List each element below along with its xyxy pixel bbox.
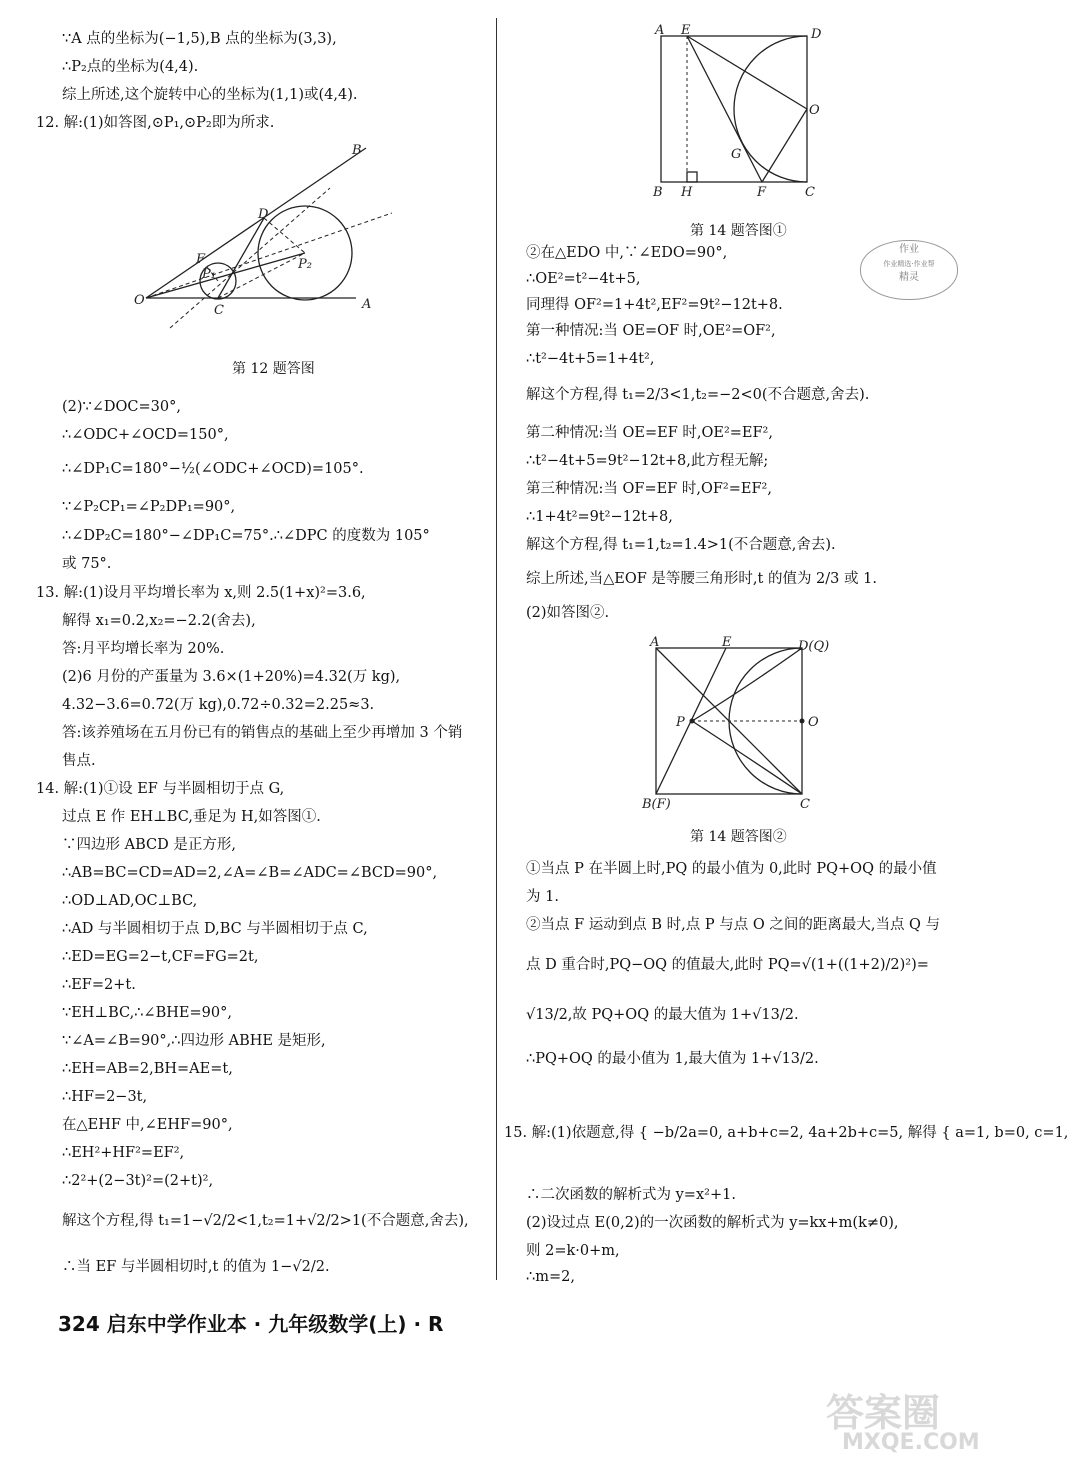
left-line: ∵A 点的坐标为(−1,5),B 点的坐标为(3,3),	[62, 31, 337, 47]
left-line: 解得 x₁=0.2,x₂=−2.2(舍去),	[62, 613, 256, 629]
right-line: 点 D 重合时,PQ−OQ 的值最大,此时 PQ=√(1+((1+2)/2)²)=	[526, 957, 929, 973]
semicircle	[734, 36, 807, 182]
right-line: 15. 解:(1)依题意,得 { −b/2a=0, a+b+c=2, 4a+2b+c=5, 解得 { a=1, b=0, c=1,	[504, 1125, 1068, 1141]
left-line: (2)∵∠DOC=30°,	[62, 399, 181, 415]
left-line: 4.32−3.6=0.72(万 kg),0.72÷0.32=2.25≈3.	[62, 697, 375, 713]
left-line: ∴当 EF 与半圆相切时,t 的值为 1−√2/2.	[62, 1259, 330, 1275]
seg-DP2	[264, 218, 305, 253]
curve-PC	[692, 721, 802, 794]
right-line: 为 1.	[526, 889, 559, 905]
fig14b-label: E	[722, 635, 732, 650]
line-OF	[762, 109, 807, 182]
right-line: ∴t²−4t+5=1+4t²,	[526, 351, 655, 367]
right-line: 解这个方程,得 t₁=1,t₂=1.4>1(不合题意,舍去).	[526, 537, 836, 553]
figure-12-caption: 第 12 题答图	[232, 361, 315, 377]
fig12-label: O	[134, 293, 145, 308]
right-line: (2)如答图②.	[526, 605, 610, 621]
fig14a-label: G	[731, 147, 742, 162]
fig14a-label: F	[757, 185, 767, 200]
fig14a-label: B	[653, 185, 663, 200]
figure-14-1-caption: 第 14 题答图①	[690, 223, 787, 239]
right-line: √13/2,故 PQ+OQ 的最大值为 1+√13/2.	[526, 1007, 799, 1023]
line-EO	[687, 36, 807, 109]
fig14a-label: O	[809, 103, 820, 118]
left-line: ∴EF=2+t.	[62, 977, 136, 993]
right-line: 解这个方程,得 t₁=2/3<1,t₂=−2<0(不合题意,舍去).	[526, 387, 870, 403]
column-divider	[496, 18, 497, 1280]
right-line: 则 2=k·0+m,	[526, 1243, 620, 1259]
bisector-1	[146, 213, 392, 298]
left-line: 解这个方程,得 t₁=1−√2/2<1,t₂=1+√2/2>1(不合题意,舍去),	[62, 1213, 469, 1229]
line-DC	[218, 218, 264, 298]
right-line: ∴二次函数的解析式为 y=x²+1.	[526, 1187, 736, 1203]
right-line: 第二种情况:当 OE=EF 时,OE²=EF²,	[526, 425, 773, 441]
left-line: ∴AB=BC=CD=AD=2,∠A=∠B=∠ADC=∠BCD=90°,	[62, 865, 438, 881]
figure-14-2	[640, 632, 840, 812]
left-line: ∴P₂点的坐标为(4,4).	[62, 59, 199, 75]
left-line: ∴HF=2−3t,	[62, 1089, 148, 1105]
fig14a-label: E	[681, 23, 691, 38]
left-line: ∴2²+(2−3t)²=(2+t)²,	[62, 1173, 214, 1189]
left-line: ∵∠A=∠B=90°,∴四边形 ABHE 是矩形,	[62, 1033, 326, 1049]
left-line: ∴AD 与半圆相切于点 D,BC 与半圆相切于点 C,	[62, 921, 368, 937]
left-line: ∴EH²+HF²=EF²,	[62, 1145, 185, 1161]
point-O	[800, 719, 805, 724]
left-line: 13. 解:(1)设月平均增长率为 x,则 2.5(1+x)²=3.6,	[36, 585, 366, 601]
stamp: 作业 作业精选·作业帮 精灵	[860, 240, 958, 300]
figure-12	[130, 138, 400, 338]
left-line: ∵四边形 ABCD 是正方形,	[62, 837, 236, 853]
fig14b-label: A	[650, 635, 660, 650]
fig14b-label: P	[676, 715, 685, 730]
right-line: 同理得 OF²=1+4t²,EF²=9t²−12t+8.	[526, 297, 783, 313]
left-line: 或 75°.	[62, 556, 112, 572]
right-line: ∴m=2,	[526, 1269, 575, 1285]
page-footer: 324 启东中学作业本 · 九年级数学(上) · R	[58, 1312, 444, 1336]
right-line: (2)设过点 E(0,2)的一次函数的解析式为 y=kx+m(k≠0),	[526, 1215, 899, 1231]
left-line: ∴ED=EG=2−t,CF=FG=2t,	[62, 949, 259, 965]
right-line: ①当点 P 在半圆上时,PQ 的最小值为 0,此时 PQ+OQ 的最小值	[526, 861, 937, 877]
right-line: 第三种情况:当 OF=EF 时,OF²=EF²,	[526, 481, 772, 497]
fig14a-label: D	[811, 27, 822, 42]
fig14b-label: O	[808, 715, 819, 730]
watermark-logo: 答案圈	[826, 1391, 941, 1435]
left-line: 售点.	[62, 753, 96, 769]
line-EF	[687, 36, 762, 182]
point-P	[690, 719, 695, 724]
fig12-label: C	[214, 303, 224, 318]
fig12-label: A	[362, 297, 372, 312]
left-line: 14. 解:(1)①设 EF 与半圆相切于点 G,	[36, 781, 285, 797]
left-line: ∴∠DP₂C=180°−∠DP₁C=75°.∴∠DPC 的度数为 105°	[62, 528, 430, 544]
left-line: 12. 解:(1)如答图,⊙P₁,⊙P₂即为所求.	[36, 115, 275, 131]
fig14a-label: C	[805, 185, 815, 200]
left-line: 答:月平均增长率为 20%.	[62, 641, 225, 657]
right-line: ②在△EDO 中,∵∠EDO=90°,	[526, 245, 728, 261]
fig14a-label: A	[655, 23, 665, 38]
right-line: 第一种情况:当 OE=OF 时,OE²=OF²,	[526, 323, 776, 339]
figure-14-2-caption: 第 14 题答图②	[690, 829, 787, 845]
right-line: ∴PQ+OQ 的最小值为 1,最大值为 1+√13/2.	[526, 1051, 819, 1067]
left-line: ∴∠DP₁C=180°−½(∠ODC+∠OCD)=105°.	[62, 461, 364, 477]
left-line: ∴∠ODC+∠OCD=150°,	[62, 427, 229, 443]
fig14b-label: B(F)	[642, 797, 671, 812]
watermark-url: MXQE.COM	[842, 1430, 980, 1455]
left-line: ∵∠P₂CP₁=∠P₂DP₁=90°,	[62, 499, 236, 515]
right-line: ②当点 F 运动到点 B 时,点 P 与点 O 之间的距离最大,当点 Q 与	[526, 917, 941, 933]
right-line: ∴1+4t²=9t²−12t+8,	[526, 509, 673, 525]
fig14b-label: C	[800, 797, 810, 812]
left-line: 答:该养殖场在五月份已有的销售点的基础上至少再增加 3 个销	[62, 725, 463, 741]
fig12-label: F	[196, 252, 206, 267]
left-line: 过点 E 作 EH⊥BC,垂足为 H,如答图①.	[62, 809, 321, 825]
left-line: ∵EH⊥BC,∴∠BHE=90°,	[62, 1005, 232, 1021]
fig12-label: P₁	[202, 267, 216, 282]
right-line: ∴t²−4t+5=9t²−12t+8,此方程无解;	[526, 453, 769, 469]
left-line: ∴EH=AB=2,BH=AE=t,	[62, 1061, 233, 1077]
fig12-label: D	[258, 207, 269, 222]
left-line: 在△EHF 中,∠EHF=90°,	[62, 1117, 233, 1133]
right-angle-H	[687, 172, 697, 182]
left-line: 综上所述,这个旋转中心的坐标为(1,1)或(4,4).	[62, 87, 358, 103]
left-line: ∴OD⊥AD,OC⊥BC,	[62, 893, 198, 909]
line-OB	[146, 148, 366, 298]
left-line: (2)6 月份的产蛋量为 3.6×(1+20%)=4.32(万 kg),	[62, 669, 401, 685]
fig12-label: B	[352, 143, 362, 158]
fig14a-label: H	[681, 185, 693, 200]
fig14b-label: D(Q)	[798, 639, 830, 654]
right-line: 综上所述,当△EOF 是等腰三角形时,t 的值为 2/3 或 1.	[526, 571, 877, 587]
fig12-label: P₂	[298, 257, 312, 272]
right-line: ∴OE²=t²−4t+5,	[526, 271, 641, 287]
figure-14-1	[645, 22, 835, 202]
line-OP2	[146, 253, 305, 298]
